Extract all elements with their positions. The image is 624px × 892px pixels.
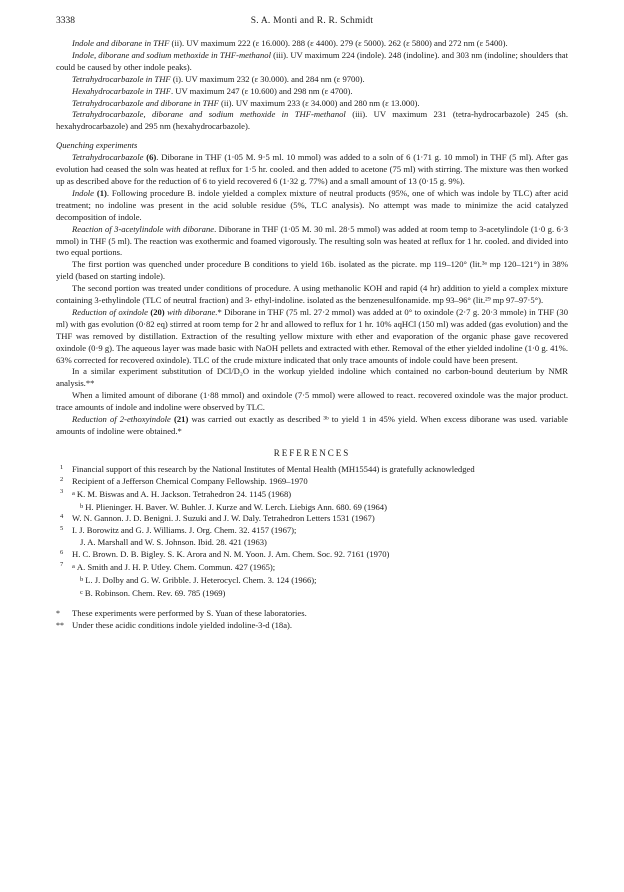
paragraph: Reduction of oxindole (20) with diborane.* Diborane in THF (75 ml. 27·2 mmol) was added at 0° to oxindole (2·7 g. 20·3 mmole) in THF (30 ml) with gas evolution (0·82 eq) stirred at room temp for 2 hr and allowed to reflux for 1 hr. 10% aqHCl (150 ml) was added (gas evolution) and the THF was removed by distillation. Extraction of the resulting yellow mixture with ether and evaporation of the organic phase gave recovered oxindole (0·9 g). The aqueous layer was made basic with NaOH pellets and extracted with ether. Removal of the ether yielded indoline (1·0 g. 41%. 63% corrected for recovered oxindole). TLC of the crude mixture indicated that only trace amounts of indole could have been present. <box>56 306 568 365</box>
uv-entry: Indole and diborane in THF (ii). UV maximum 222 (ε 16.000). 288 (ε 4400). 279 (ε 5000). 262 (ε 5800) and 272 nm (ε 5400). <box>72 38 508 48</box>
uv-entry: Tetrahydrocarbazole, diborane and sodium methoxide in THF-methanol (iii). UV maximum 231 (tetra-hydrocarbazole) 245 (sh. hexahydrocarbazole) and 295 nm (hexahydrocarbazole). <box>56 109 568 132</box>
body-text <box>56 38 568 632</box>
running-head-authors: S. A. Monti and R. R. Schmidt <box>250 16 374 26</box>
footnotes <box>56 608 568 632</box>
reference-item <box>56 549 568 561</box>
reference-sub-letter: a <box>72 563 75 571</box>
reference-text: J. A. Marshall and W. S. Johnson. Ibid. 28. 421 (1963) <box>80 537 267 548</box>
reference-text: Financial support of this research by the National Institutes of Mental Health (MH15544) is gratefully acknowledged <box>72 463 475 474</box>
paragraph: Indole (1). Following procedure B. indole yielded a complex mixture of neutral products (95%, one of which was indole by TLC) after acid treatment; no indoline was present in the acid soluble residue (5%, TLC analysis). No attempt was made to minimize the acid catalyzed decomposition of indole. <box>56 187 568 222</box>
reference-item <box>56 561 568 574</box>
reference-text: I. J. Borowitz and G. J. Williams. J. Org. Chem. 32. 4157 (1967); <box>72 525 297 536</box>
paragraph: Reduction of 2-ethoxyindole (21) was carried out exactly as described ³ᵇ to yield 1 in 45% yield. When excess diborane was used. variable amounts of indoline were obtained.* <box>56 414 568 436</box>
reference-item <box>56 537 568 549</box>
reference-item <box>56 464 568 476</box>
reference-number: 1 <box>60 463 64 471</box>
reference-text: H. C. Brown. D. B. Bigley. S. K. Arora and N. M. Yoon. J. Am. Chem. Soc. 92. 7161 (1970) <box>72 549 390 560</box>
reference-sub-letter: a <box>72 489 75 497</box>
uv-entry: Hexahydrocarbazole in THF. UV maximum 247 (ε 10.600) and 298 nm (ε 4700). <box>72 85 353 96</box>
reference-number: 4 <box>60 513 64 521</box>
reference-text: K. M. Biswas and A. H. Jackson. Tetrahedron 24. 1145 (1968) <box>76 488 292 499</box>
paragraph: The first portion was quenched under procedure B conditions to yield 16b. isolated as the picrate. mp 119–120° (lit.³ᵃ mp 120–121°) in 38% yield (based on starting indole). <box>56 259 568 282</box>
paragraph: In a similar experiment substitution of DCl/D₂O in the workup yielded indoline which contained no carbon-bound deuterium by NMR analysis.** <box>56 366 568 389</box>
uv-entry: Tetrahydrocarbazole and diborane in THF (ii). UV maximum 233 (ε 34.000) and 280 nm (ε 13.000). <box>72 97 420 108</box>
reference-item <box>56 587 568 600</box>
reference-sub-letter: c <box>80 588 83 596</box>
reference-text: A. Smith and J. H. P. Utley. Chem. Commun. 427 (1965); <box>76 562 276 573</box>
reference-text: W. N. Gannon. J. D. Benigni. J. Suzuki and J. W. Daly. Tetrahedron Letters 1531 (1967) <box>72 513 375 524</box>
section-heading: Quenching experiments <box>56 140 138 151</box>
uv-entry: Indole, diborane and sodium methoxide in THF-methanol (iii). UV maximum 224 (indole). 248 (indoline). and 303 nm (indoline; shoulders that could be caused by other indole peaks). <box>56 49 568 72</box>
reference-number: 2 <box>60 475 64 483</box>
reference-number: 3 <box>60 487 64 495</box>
reference-item <box>56 574 568 587</box>
paragraph: When a limited amount of diborane (1·88 mmol) and oxindole (7·5 mmol) were allowed to react. recovered oxindole was the major product. trace amounts of indole and indoline were observed by TLC. <box>56 390 568 413</box>
reference-item <box>56 513 568 525</box>
reference-list <box>56 464 568 600</box>
reference-text: Recipient of a Jefferson Chemical Company Fellowship. 1969–1970 <box>72 475 308 486</box>
reference-number: 6 <box>60 549 64 557</box>
reference-number: 5 <box>60 525 64 533</box>
reference-text: H. Plieninger. H. Baver. W. Buhler. J. Kurze and W. Lerch. Liebigs Ann. 680. 69 (1964) <box>85 501 387 512</box>
reference-text: B. Robinson. Chem. Rev. 69. 785 (1969) <box>84 587 226 598</box>
page-number: 3338 <box>56 16 75 26</box>
reference-item <box>56 525 568 537</box>
reference-item <box>56 476 568 488</box>
paragraph: The second portion was treated under conditions of procedure. A using methanolic KOH and rapid (4 hr) addition to yield a complex mixture containing 3-ethylindole (TLC of neutral fraction) and 3- ethyl-indoline. isolated as the benzenesulfonamide. mp 93–96° (lit.²⁹ mp 97–97·5°). <box>56 283 568 306</box>
paragraph: Tetrahydrocarbazole (6). Diborane in THF (1·05 M. 9·5 ml. 10 mmol) was added to a soln of 6 (1·71 g. 10 mmol) in THF (5 ml). After gas evolution had ceased the soln was heated at reflux for 1·5 hr. cooled. and then added to acetone (75 ml) with stirring. The mixture was then worked up as described above for the reduction of 6 to yield recovered 6 (1·32 g. 77%) and a small amount of 13 (0·15 g. 9%). <box>56 152 569 186</box>
reference-sub-letter: b <box>80 575 84 583</box>
reference-text: L. J. Dolby and G. W. Gribble. J. Heterocycl. Chem. 3. 124 (1966); <box>85 574 317 585</box>
references-heading: REFERENCES <box>273 447 351 458</box>
running-header <box>56 16 568 30</box>
paragraph: Reaction of 3-acetylindole with diborane. Diborane in THF (1·05 M. 30 ml. 28·5 mmol) was added at room temp to 3-acetylindole (1·0 g. 6·3 mmol) in THF (5 ml). The reaction was exothermic and foamed vigorously. The resulting soln was heated at reflux for 1 hr. cooled. and divided into two equal portions. <box>56 223 569 258</box>
reference-number: 7 <box>60 561 64 569</box>
reference-sub-letter: b <box>80 502 84 510</box>
footnote: ** Under these acidic conditions indole yielded indoline-3-d (18a). <box>56 619 293 630</box>
uv-entry: Tetrahydrocarbazole in THF (i). UV maximum 232 (ε 30.000). and 284 nm (ε 9700). <box>72 73 365 84</box>
reference-item <box>56 488 568 501</box>
footnote: * These experiments were performed by S. Yuan of these laboratories. <box>56 607 307 618</box>
reference-item <box>56 501 568 514</box>
